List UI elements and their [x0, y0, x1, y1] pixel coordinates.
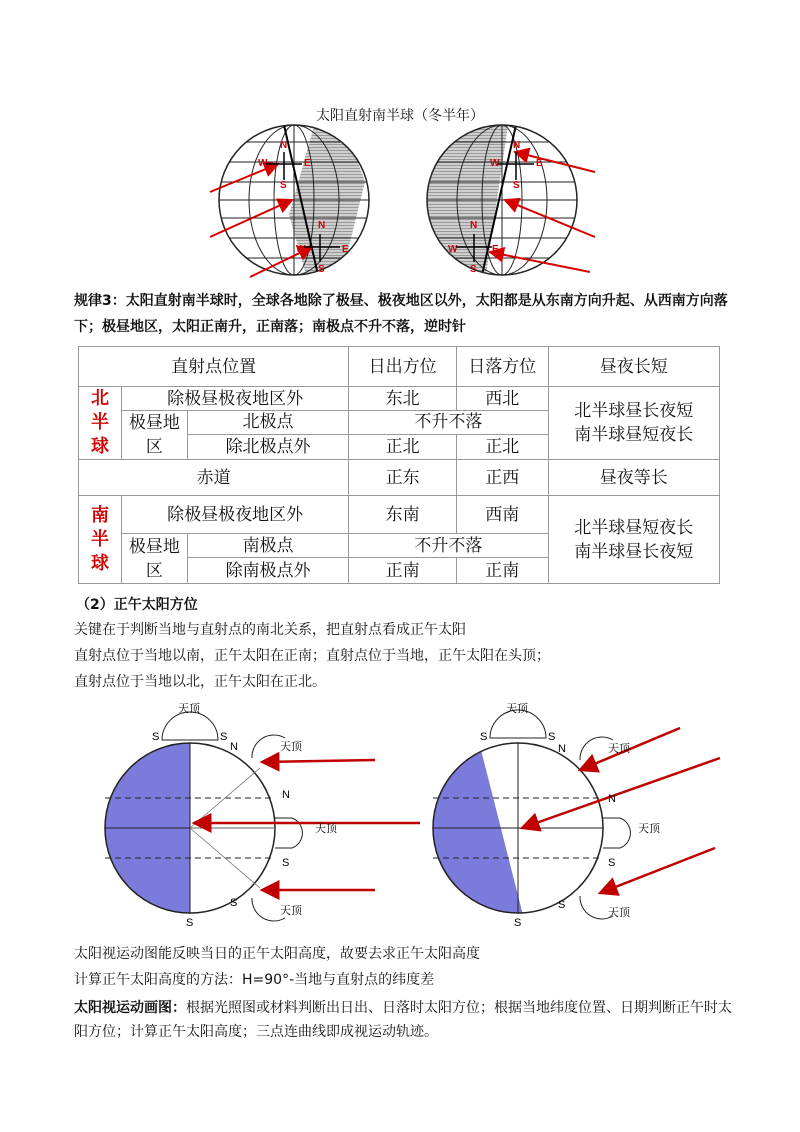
svg-text:E: E [492, 244, 499, 255]
svg-text:E: E [342, 244, 349, 255]
svg-text:N: N [282, 789, 290, 801]
section2-heading: （2）正午太阳方位 [76, 597, 198, 613]
svg-text:天顶: 天顶 [608, 743, 630, 755]
header-sunrise: 日出方位 [349, 347, 457, 387]
south-row2-pos: 南极点 [187, 534, 348, 558]
rule3-text: 太阳直射南半球时，全球各地除了极昼、极夜地区以外，太阳都是从东南方向升起、从西南方向落下；极昼地区，太阳正南升，正南落；南极点不升不落，逆时针 [74, 293, 728, 335]
north-row1-pos: 除极昼极夜地区外 [121, 387, 348, 411]
south-row1-set: 西南 [456, 496, 548, 534]
north-label: 北半球 [79, 387, 122, 460]
south-row3-set: 正南 [456, 558, 548, 584]
north-row2-pos: 北极点 [187, 411, 348, 435]
bottom-line1: 太阳视运动图能反映当日的正午太阳高度，故要去求正午太阳高度 [74, 946, 480, 962]
svg-text:W: W [448, 244, 458, 255]
svg-text:S: S [548, 731, 556, 743]
rule3-label: 规律3： [74, 293, 126, 309]
equator-daynight: 昼夜等长 [548, 460, 719, 496]
svg-text:天顶: 天顶 [178, 703, 200, 715]
svg-text:S: S [152, 731, 160, 743]
equator-rise: 正东 [349, 460, 457, 496]
north-row3-pos: 除北极点外 [187, 434, 348, 459]
svg-text:N: N [280, 140, 288, 151]
sun-direction-table [78, 346, 720, 584]
equator-set: 正西 [456, 460, 548, 496]
south-row3-rise: 正南 [349, 558, 457, 584]
svg-text:天顶: 天顶 [280, 741, 302, 753]
svg-text:W: W [490, 158, 500, 169]
svg-text:N: N [513, 140, 521, 151]
svg-text:N: N [470, 220, 478, 231]
svg-text:S: S [514, 917, 522, 928]
north-row3-set: 正北 [456, 434, 548, 459]
globe-left-2 [100, 702, 420, 928]
bottom-line2: 计算正午太阳高度的方法：H=90°-当地与直射点的纬度差 [74, 972, 435, 988]
rule3-paragraph [74, 288, 744, 340]
north-daynight: 北半球昼长夜短 南半球昼短夜长 [548, 387, 719, 460]
svg-text:S: S [282, 857, 290, 869]
svg-text:N: N [230, 741, 238, 753]
bottom-line3-text: 根据光照图或材料判断出日出、日落时太阳方位；根据当地纬度位置、日期判断正午时太阳方位；计算正午太阳高度；三点连曲线即成视运动轨迹。 [74, 1000, 732, 1040]
section2-line3: 直射点位于当地以北，正午太阳在正北。 [74, 674, 326, 690]
svg-text:S: S [230, 897, 238, 909]
bottom-line3-label: 太阳视运动画图： [74, 1000, 186, 1016]
svg-text:天顶: 天顶 [280, 905, 302, 917]
svg-text:N: N [608, 793, 616, 805]
header-daynight: 昼夜长短 [548, 347, 719, 387]
svg-text:S: S [558, 899, 566, 911]
north-polar: 极昼地区 [121, 411, 187, 460]
svg-text:S: S [480, 731, 488, 743]
figure1-title: 太阳直射南半球（冬半年） [316, 108, 484, 124]
section2-line1: 关键在于判断当地与直射点的南北关系，把直射点看成正午太阳 [74, 622, 466, 638]
svg-text:S: S [318, 264, 325, 275]
svg-text:S: S [220, 731, 228, 743]
header-sunset: 日落方位 [456, 347, 548, 387]
section2-line2: 直射点位于当地以南，正午太阳在正南；直射点位于当地，正午太阳在头顶； [74, 648, 550, 664]
svg-text:W: W [296, 244, 306, 255]
svg-text:S: S [470, 264, 477, 275]
svg-text:E: E [536, 158, 543, 169]
svg-text:天顶: 天顶 [506, 703, 528, 715]
svg-text:天顶: 天顶 [638, 823, 660, 835]
svg-text:天顶: 天顶 [315, 823, 337, 835]
south-label: 南半球 [79, 496, 122, 584]
svg-text:N: N [558, 743, 566, 755]
south-row3-pos: 除南极点外 [187, 558, 348, 584]
svg-text:S: S [608, 857, 616, 869]
svg-text:N: N [318, 220, 326, 231]
north-row2-riseset: 不升不落 [349, 411, 548, 435]
header-position: 直射点位置 [79, 347, 349, 387]
svg-text:W: W [258, 158, 268, 169]
south-row1-rise: 东南 [349, 496, 457, 534]
north-row1-set: 西北 [456, 387, 548, 411]
south-row1-pos: 除极昼极夜地区外 [121, 496, 348, 534]
svg-text:E: E [304, 158, 311, 169]
svg-text:天顶: 天顶 [608, 907, 630, 919]
south-row2-riseset: 不升不落 [349, 534, 548, 558]
svg-text:S: S [186, 917, 194, 928]
south-polar: 极昼地区 [121, 534, 187, 584]
svg-text:S: S [513, 180, 520, 191]
south-daynight: 北半球昼短夜长 南半球昼长夜短 [548, 496, 719, 584]
equator-pos: 赤道 [79, 460, 349, 496]
globe-right-2 [430, 702, 720, 928]
bottom-line3 [74, 996, 734, 1044]
figure1-globes [200, 122, 600, 282]
svg-text:S: S [280, 180, 287, 191]
north-row3-rise: 正北 [349, 434, 457, 459]
figure2-noon-sun [70, 698, 730, 928]
north-row1-rise: 东北 [349, 387, 457, 411]
